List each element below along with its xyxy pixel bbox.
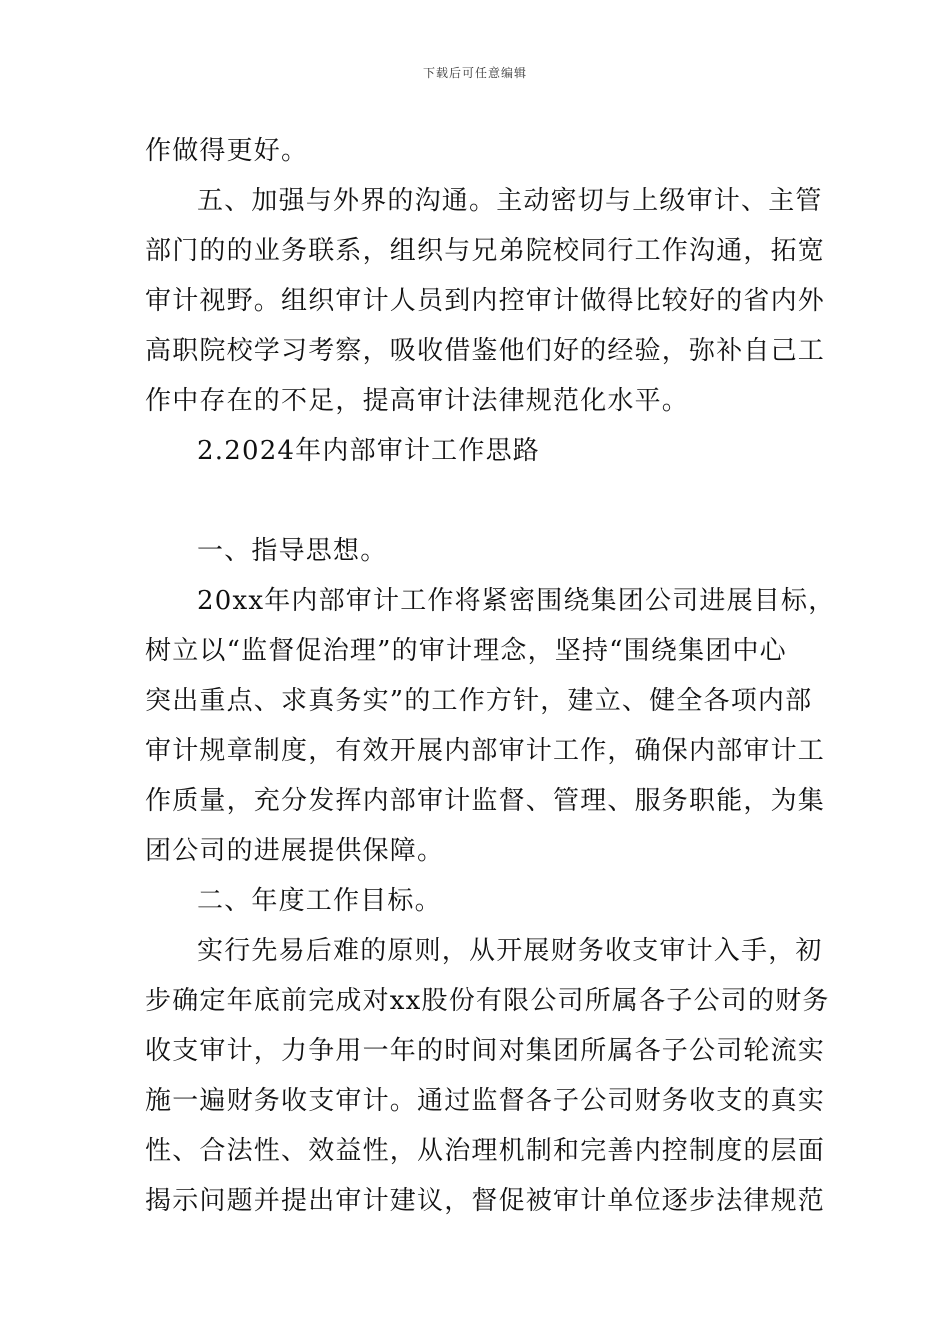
paragraph-line: 揭示问题并提出审计建议，督促被审计单位逐步法律规范 bbox=[145, 1186, 826, 1216]
section-heading: 一、指导思想。 bbox=[197, 536, 388, 566]
paragraph-line: 审计规章制度，有效开展内部审计工作，确保内部审计工 bbox=[145, 736, 826, 766]
paragraph-line: 实行先易后难的原则，从开展财务收支审计入手，初 bbox=[197, 936, 823, 966]
page-header: 下载后可任意编辑 bbox=[422, 66, 527, 80]
paragraph-line: 收支审计，力争用一年的时间对集团所属各子公司轮流实 bbox=[145, 1036, 826, 1066]
paragraph-line: 作质量，充分发挥内部审计监督、管理、服务职能，为集 bbox=[145, 786, 826, 816]
section-heading: 2.2024年内部审计工作思路 bbox=[197, 436, 540, 466]
paragraph-line: 五、加强与外界的沟通。主动密切与上级审计、主管 bbox=[197, 186, 823, 216]
document-body bbox=[145, 126, 836, 1226]
section-heading: 二、年度工作目标。 bbox=[197, 886, 442, 916]
paragraph-line: 步确定年底前完成对xx股份有限公司所属各子公司的财务 bbox=[145, 986, 830, 1016]
spacer bbox=[145, 476, 807, 526]
paragraph-line: 性、合法性、效益性，从治理机制和完善内控制度的层面 bbox=[145, 1136, 826, 1166]
paragraph-line: 审计视野。组织审计人员到内控审计做得比较好的省内外 bbox=[145, 286, 826, 316]
paragraph-line: 突出重点、求真务实”的工作方针，建立、健全各项内部 bbox=[145, 686, 813, 716]
paragraph-line: 高职院校学习考察，吸收借鉴他们好的经验，弥补自己工 bbox=[145, 336, 826, 366]
paragraph-line: 作做得更好。 bbox=[145, 136, 309, 166]
paragraph-line: 施一遍财务收支审计。通过监督各子公司财务收支的真实 bbox=[145, 1086, 826, 1116]
paragraph-line: 20xx年内部审计工作将紧密围绕集团公司进展目标， bbox=[197, 586, 836, 616]
paragraph-line: 部门的的业务联系，组织与兄弟院校同行工作沟通，拓宽 bbox=[145, 236, 826, 266]
paragraph-line: 团公司的进展提供保障。 bbox=[145, 836, 445, 866]
paragraph-line: 作中存在的不足，提高审计法律规范化水平。 bbox=[145, 386, 690, 416]
paragraph-line: 树立以“监督促治理”的审计理念，坚持“围绕集团中心 bbox=[145, 636, 787, 666]
